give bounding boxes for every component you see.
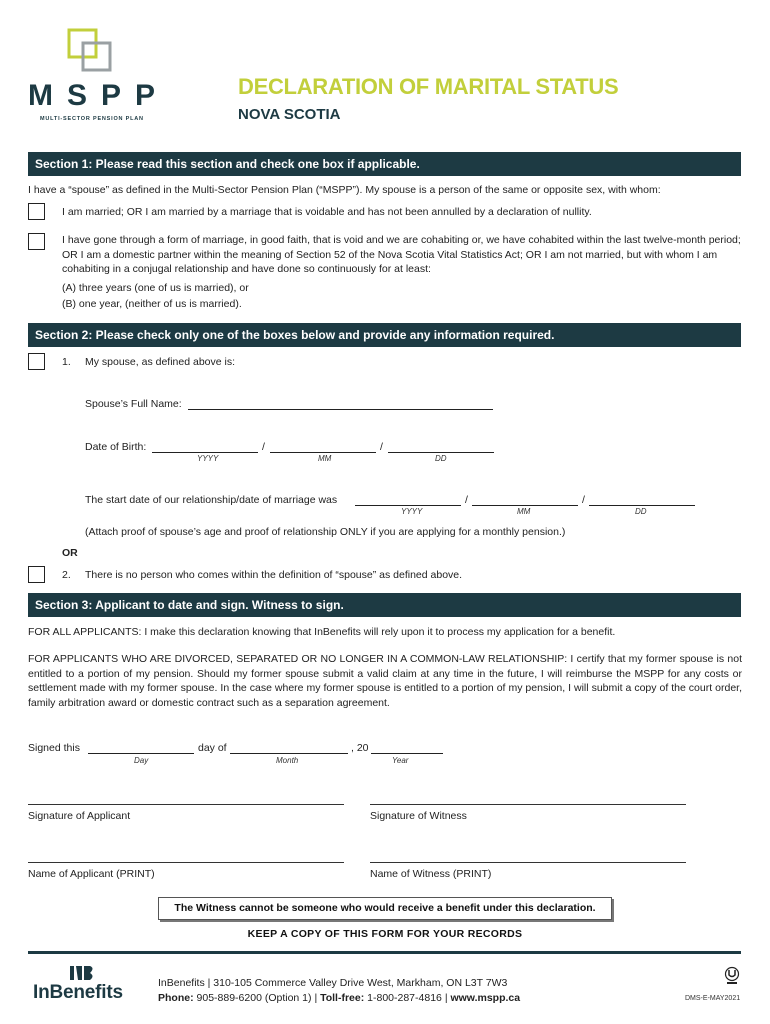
start-slash-1: / bbox=[465, 494, 468, 506]
start-mm-label: MM bbox=[517, 507, 531, 516]
inbenefits-mark-icon bbox=[68, 964, 98, 982]
dob-day-field[interactable] bbox=[388, 452, 494, 453]
spouse-name-label: Spouse’s Full Name: bbox=[85, 398, 182, 410]
item1-number: 1. bbox=[62, 356, 71, 368]
start-day-field[interactable] bbox=[589, 505, 695, 506]
footer-divider bbox=[28, 951, 741, 954]
tollfree-label: Toll-free: bbox=[320, 992, 365, 1004]
signed-this-label: Signed this bbox=[28, 742, 80, 754]
applicant-signature-label: Signature of Applicant bbox=[28, 810, 131, 822]
applicant-signature-line[interactable] bbox=[28, 804, 344, 805]
phone-number: 905-889-6200 (Option 1) bbox=[196, 992, 312, 1004]
page-subtitle: NOVA SCOTIA bbox=[238, 106, 341, 123]
or-label: OR bbox=[62, 547, 78, 559]
all-applicants-text: FOR ALL APPLICANTS: I make this declaration knowing that InBenefits will rely upon it to process my application for a benefit. bbox=[28, 626, 616, 638]
footer-separator: | bbox=[314, 992, 318, 1004]
no-spouse-checkbox[interactable] bbox=[28, 566, 45, 583]
website-link[interactable]: www.mspp.ca bbox=[450, 992, 521, 1004]
signed-month-field[interactable] bbox=[230, 753, 348, 754]
year-prefix-label: , 20 bbox=[351, 742, 369, 754]
logo-subtitle: MULTI-SECTOR PENSION PLAN bbox=[40, 116, 144, 122]
tollfree-number: 1-800-287-4816 bbox=[367, 992, 442, 1004]
logo-wordmark: MSPP bbox=[28, 79, 170, 112]
section2-heading: Section 2: Please check only one of the boxes below and provide any information required. bbox=[28, 323, 741, 347]
married-checkbox[interactable] bbox=[28, 203, 45, 220]
dob-year-field[interactable] bbox=[152, 452, 258, 453]
witness-signature-label: Signature of Witness bbox=[370, 810, 467, 822]
footer-separator: | bbox=[444, 992, 448, 1004]
start-date-label: The start date of our relationship/date of marriage was bbox=[85, 494, 338, 506]
form-code: DMS-E-MAY2021 bbox=[685, 995, 741, 1002]
day-caption: Day bbox=[134, 756, 149, 765]
day-of-label: day of bbox=[198, 742, 227, 754]
month-caption: Month bbox=[276, 756, 299, 765]
option-a-text: (A) three years (one of us is married), or bbox=[62, 282, 249, 294]
start-yyyy-label: YYYY bbox=[401, 507, 423, 516]
dob-slash-2: / bbox=[380, 441, 383, 453]
applicant-name-label: Name of Applicant (PRINT) bbox=[28, 868, 155, 880]
page-title: DECLARATION OF MARITAL STATUS bbox=[238, 74, 619, 99]
start-slash-2: / bbox=[582, 494, 585, 506]
witness-name-label: Name of Witness (PRINT) bbox=[370, 868, 492, 880]
start-month-field[interactable] bbox=[472, 505, 578, 506]
spouse-name-field[interactable] bbox=[188, 409, 493, 410]
witness-signature-line[interactable] bbox=[370, 804, 686, 805]
dob-slash-1: / bbox=[262, 441, 265, 453]
inbenefits-wordmark: InBenefits bbox=[33, 982, 123, 1003]
phone-label: Phone: bbox=[158, 992, 194, 1004]
logo-squares-icon bbox=[64, 27, 114, 75]
option-b-text: (B) one year, (neither of us is married). bbox=[62, 298, 242, 310]
attach-note: (Attach proof of spouse’s age and proof of relationship ONLY if you are applying for a monthly pension.) bbox=[85, 526, 566, 538]
start-dd-label: DD bbox=[635, 507, 647, 516]
item2-text: There is no person who comes within the definition of “spouse” as defined above. bbox=[85, 569, 463, 581]
common-law-checkbox[interactable] bbox=[28, 233, 45, 250]
spouse-checkbox[interactable] bbox=[28, 353, 45, 370]
common-law-option-text: I have gone through a form of marriage, in good faith, that is void and we are cohabiting or, we have cohabited within the last twelve-month period; OR I am a domestic partner within the meaning of Section 52 of the Nova Scotia Vital Statistics Act; OR I am not married, but with whom I am cohabiting in a conjugal relationship and have done so continuously for at least: bbox=[62, 234, 741, 275]
item1-text: My spouse, as defined above is: bbox=[85, 356, 236, 368]
item2-number: 2. bbox=[62, 569, 71, 581]
start-year-field[interactable] bbox=[355, 505, 461, 506]
section1-intro: I have a “spouse” as defined in the Multi-Sector Pension Plan (“MSPP”). My spouse is a person of the same or opposite sex, with whom: bbox=[28, 184, 661, 196]
union-label-icon bbox=[724, 966, 740, 986]
keep-copy-notice: KEEP A COPY OF THIS FORM FOR YOUR RECORDS bbox=[247, 928, 523, 940]
signed-year-field[interactable] bbox=[371, 753, 443, 754]
dob-dd-label: DD bbox=[435, 454, 447, 463]
section3-heading: Section 3: Applicant to date and sign. Witness to sign. bbox=[28, 593, 741, 617]
married-option-text: I am married; OR I am married by a marriage that is voidable and has not been annulled by a declaration of nullity. bbox=[62, 206, 592, 218]
year-caption: Year bbox=[392, 756, 409, 765]
applicant-name-line[interactable] bbox=[28, 862, 344, 863]
footer-contact bbox=[158, 992, 520, 1004]
divorced-applicants-text: FOR APPLICANTS WHO ARE DIVORCED, SEPARATED OR NO LONGER IN A COMMON-LAW RELATIONSHIP: I certify that my former spouse is not entitled to a portion of my pension. Should my former spouse submit a valid claim at any time in the future, I will reimburse the MSPP for any costs or settlement made with my former spouse. In the case where my former spouse is entitled to a portion of my pension, I will submit a copy of the court order, family arbitration award or domestic contract such as a separation agreement. bbox=[28, 653, 742, 709]
section1-heading: Section 1: Please read this section and check one box if applicable. bbox=[28, 152, 741, 176]
footer-address: InBenefits | 310-105 Commerce Valley Drive West, Markham, ON L3T 7W3 bbox=[158, 977, 508, 989]
dob-yyyy-label: YYYY bbox=[197, 454, 219, 463]
witness-note-box: The Witness cannot be someone who would receive a benefit under this declaration. bbox=[158, 897, 612, 920]
dob-month-field[interactable] bbox=[270, 452, 376, 453]
witness-name-line[interactable] bbox=[370, 862, 686, 863]
dob-label: Date of Birth: bbox=[85, 441, 147, 453]
signed-day-field[interactable] bbox=[88, 753, 194, 754]
dob-mm-label: MM bbox=[318, 454, 332, 463]
